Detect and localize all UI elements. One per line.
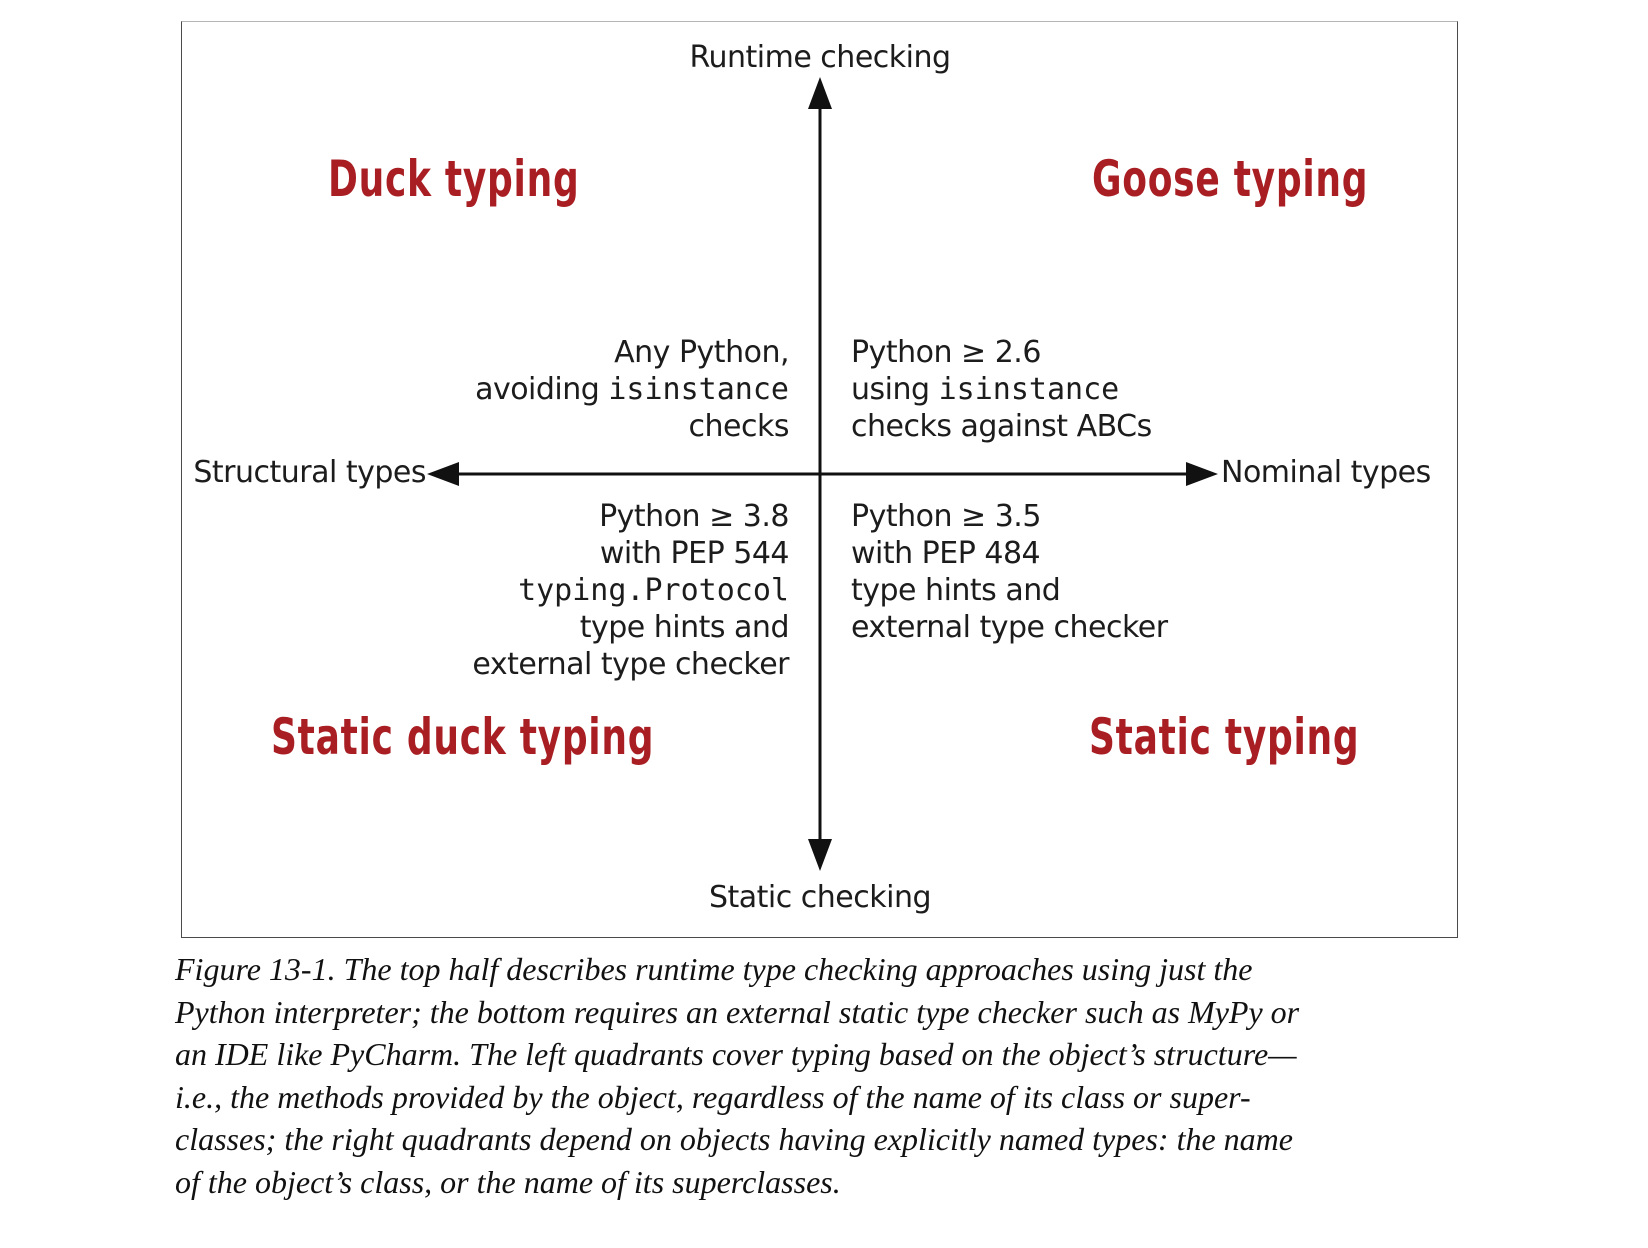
caption-line: classes; the right quadrants depend on objects having explicitly named types: the name — [175, 1121, 1293, 1157]
axis-label-nominal-types: Nominal types — [1221, 455, 1431, 490]
annotation-line: Python ≥ 3.5 — [851, 499, 1041, 534]
caption-line: i.e., the methods provided by the object, regardless of the name of its class or super- — [175, 1078, 1251, 1115]
annotation-line: external type checker — [851, 610, 1168, 645]
caption-line: an IDE like PyCharm. The left quadrants cover typing based on the object’s structure— — [175, 1036, 1297, 1072]
annotation-text: using — [851, 372, 939, 407]
annotation-bottom-right — [851, 498, 1168, 646]
right-arrowhead-icon — [1186, 462, 1218, 486]
annotation-code: isinstance — [938, 372, 1120, 407]
annotation-text: avoiding — [475, 372, 609, 407]
quadrant-label-goose-typing: Goose typing — [1092, 150, 1369, 208]
annotation-line: with PEP 484 — [851, 536, 1041, 571]
left-arrowhead-icon — [427, 462, 459, 486]
figure-box — [181, 21, 1458, 938]
up-arrowhead-icon — [808, 77, 832, 109]
annotation-line: type hints and — [579, 610, 789, 645]
annotation-line: with PEP 544 — [599, 536, 789, 571]
axis-label-structural-types: Structural types — [193, 455, 426, 490]
annotation-line — [475, 371, 789, 408]
annotation-top-left — [475, 334, 789, 445]
axis-label-static-checking: Static checking — [708, 880, 932, 915]
quadrant-label-static-typing: Static typing — [1089, 708, 1360, 766]
annotation-line: type hints and — [851, 573, 1061, 608]
axis-label-runtime-checking: Runtime checking — [689, 40, 951, 75]
annotation-line: Any Python, — [614, 335, 789, 370]
quadrant-label-static-duck-typing: Static duck typing — [271, 708, 655, 766]
annotation-line: checks against ABCs — [851, 409, 1152, 444]
annotation-line: external type checker — [472, 647, 789, 682]
caption-line: Figure 13-1. The top half describes runtime type checking approaches using just the — [175, 951, 1253, 987]
down-arrowhead-icon — [808, 839, 832, 871]
annotation-line: Python ≥ 3.8 — [599, 499, 789, 534]
annotation-line: checks — [688, 409, 789, 444]
annotation-line — [851, 371, 1152, 408]
annotation-line: Python ≥ 2.6 — [851, 335, 1041, 370]
caption-line: of the object’s class, or the name of its superclasses. — [175, 1163, 841, 1200]
annotation-code: isinstance — [608, 372, 789, 407]
annotation-bottom-left — [472, 498, 789, 683]
caption-line: Python interpreter; the bottom requires an external static type checker such as MyPy or — [175, 993, 1300, 1030]
annotation-top-right — [851, 334, 1152, 445]
quadrant-label-duck-typing: Duck typing — [328, 150, 580, 208]
figure-caption — [175, 948, 1515, 1203]
annotation-code: typing.Protocol — [518, 573, 789, 608]
